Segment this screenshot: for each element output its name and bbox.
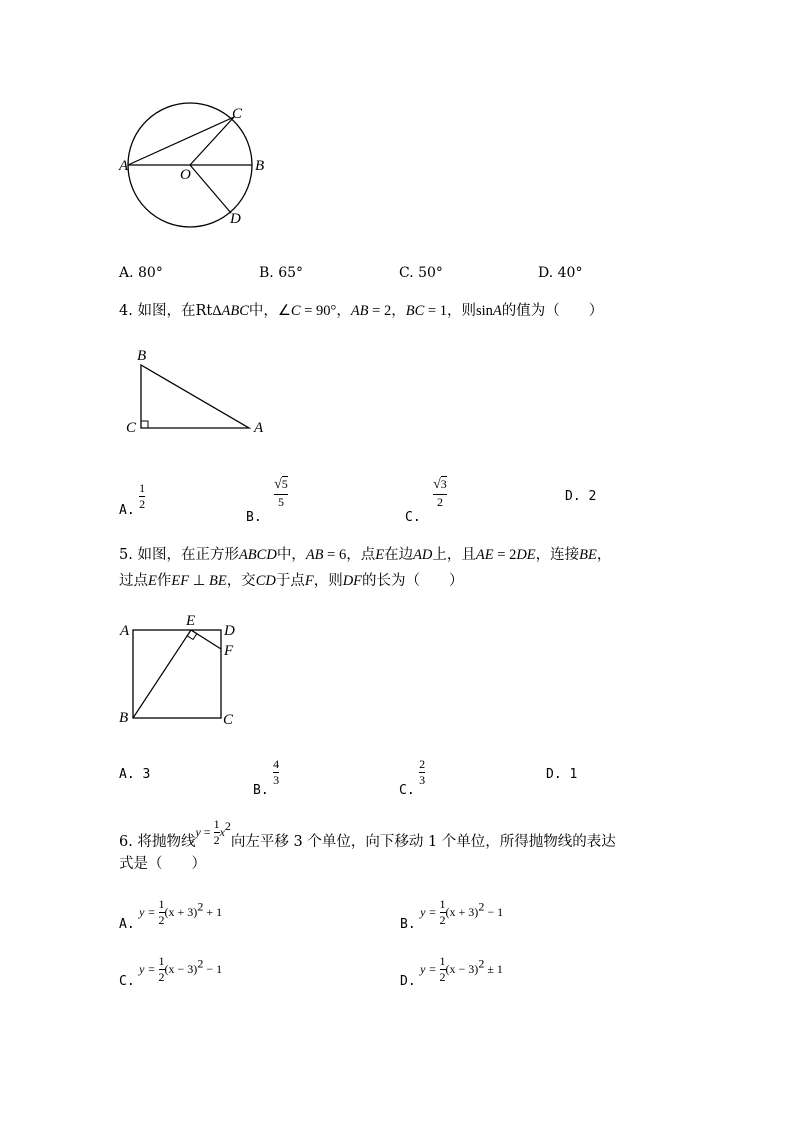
q3-label-a: A bbox=[119, 158, 129, 174]
q6-option-d[interactable]: D. y = $\frac{1}{2}$ $(x - 3)^2 \pm 1$ bbox=[400, 954, 503, 989]
fraction: $\frac{1}{2}$ bbox=[439, 897, 446, 927]
q4-label-c: C bbox=[126, 420, 137, 436]
q5-option-c[interactable]: C. $\frac{2}{3}$ bbox=[399, 757, 426, 798]
fraction: $\frac{1}{2}$ bbox=[439, 954, 446, 984]
q6-stem-line1: 6. 将抛物线y = $\frac{1}{2}$ $x^2$向左平移 3 个单位，向下移动 1 个单位，所得抛物线的表达 bbox=[119, 817, 616, 850]
q6-option-a[interactable]: A. y = $\frac{1}{2}$ $(x + 3)^2 + 1$ bbox=[119, 897, 223, 932]
sqrt-icon: √ bbox=[274, 477, 282, 492]
q5-label-a: A bbox=[120, 623, 130, 639]
q5-label-c: C bbox=[223, 712, 234, 728]
fraction: $\frac{1}{2}$ bbox=[139, 481, 146, 511]
q5-label-f: F bbox=[224, 643, 234, 659]
q5-option-b[interactable]: B. $\frac{4}{3}$ bbox=[253, 757, 280, 798]
fraction: $\frac{2}{3}$ bbox=[419, 757, 426, 787]
q3-label-b: B bbox=[255, 158, 265, 174]
q3-label-o: O bbox=[180, 167, 191, 183]
q4-label-b: B bbox=[137, 348, 147, 364]
q4-option-c[interactable]: C. $\frac{√3}{2}$ bbox=[405, 477, 447, 525]
fraction: $\frac{4}{3}$ bbox=[273, 757, 280, 787]
segment-be bbox=[133, 630, 191, 718]
q3-option-c[interactable]: C. 50° bbox=[399, 265, 443, 281]
q3-option-d[interactable]: D. 40° bbox=[538, 265, 583, 281]
q6-stem-line2: 式是（ ） bbox=[119, 856, 206, 872]
radius-oc bbox=[190, 117, 234, 165]
right-angle-mark-c bbox=[141, 421, 148, 428]
fraction: $\frac{√5}{5}$ bbox=[274, 477, 288, 509]
q5-option-a[interactable]: A. 3 bbox=[119, 767, 151, 782]
q5-stem-line1: 5. 如图，在正方形ABCD中，AB = 6，点E在边AD上，且AE = 2DE，连接BE， bbox=[119, 547, 612, 563]
q5-label-e: E bbox=[186, 613, 196, 629]
q5-label-b: B bbox=[119, 710, 129, 726]
q5-label-d: D bbox=[224, 623, 235, 639]
q6-option-b[interactable]: B. y = $\frac{1}{2}$ $(x + 3)^2 - 1$ bbox=[400, 897, 504, 932]
right-angle-mark-e bbox=[187, 630, 197, 640]
q4-option-b[interactable]: B. $\frac{√5}{5}$ bbox=[246, 477, 288, 525]
q6-option-c[interactable]: C. y = $\frac{1}{2}$ $(x - 3)^2 - 1$ bbox=[119, 954, 223, 989]
triangle-abc bbox=[141, 365, 249, 428]
q4-option-d[interactable]: D. 2 bbox=[565, 489, 597, 504]
square-abcd bbox=[133, 630, 221, 718]
q4-label-a: A bbox=[254, 420, 264, 436]
q3-option-b[interactable]: B. 65° bbox=[259, 265, 304, 281]
radius-od bbox=[190, 165, 231, 213]
q4-stem: 4. 如图，在RtΔABC中，∠C = 90°，AB = 2，BC = 1，则sinA的值为（ ） bbox=[119, 303, 604, 319]
fraction: $\frac{1}{2}$ bbox=[213, 817, 220, 847]
q5-stem-line2: 过点E作EF ⊥ BE，交CD于点F，则DF的长为（ ） bbox=[119, 573, 464, 589]
q3-label-c: C bbox=[232, 106, 243, 122]
q3-option-a[interactable]: A. 80° bbox=[119, 265, 163, 281]
fraction: $\frac{√3}{2}$ bbox=[433, 477, 447, 509]
fraction: $\frac{1}{2}$ bbox=[158, 954, 165, 984]
q3-label-d: D bbox=[230, 211, 241, 227]
q5-option-d[interactable]: D. 1 bbox=[546, 767, 578, 782]
fraction: $\frac{1}{2}$ bbox=[158, 897, 165, 927]
q4-option-a[interactable]: A. $\frac{1}{2}$ bbox=[119, 481, 146, 518]
q5-square-figure bbox=[125, 620, 235, 730]
q4-triangle-figure bbox=[130, 355, 260, 435]
sqrt-icon: √ bbox=[433, 477, 441, 492]
